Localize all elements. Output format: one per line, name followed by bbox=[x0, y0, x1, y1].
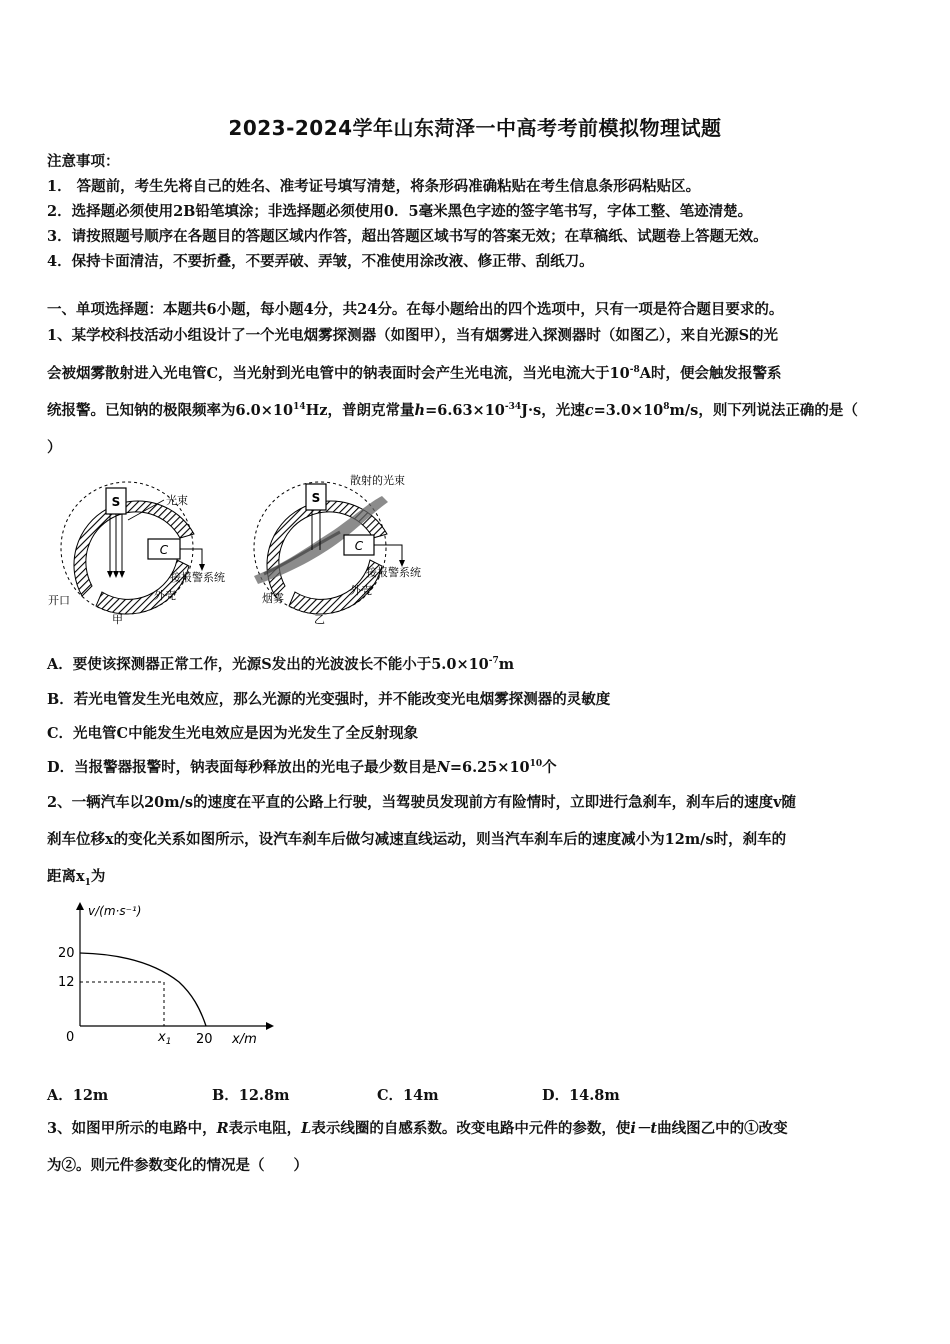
label-c: C bbox=[354, 539, 364, 553]
notice-item: 3．请按照题号顺序在各题目的答题区域内作答，超出答题区域书写的答案无效；在草稿纸、试题卷上答题无效。 bbox=[47, 228, 768, 245]
q1-stem-line: ） bbox=[47, 439, 62, 456]
q3-stem-line: 为②。则元件参数变化的情况是（ ） bbox=[47, 1157, 308, 1174]
label-shell: 外壳 bbox=[154, 589, 176, 602]
notice-item: 2．选择题必须使用2B铅笔填涂；非选择题必须使用0．5毫米黑色字迹的签字笔书写，字体工整、笔迹清楚。 bbox=[47, 203, 753, 220]
q2-option-b: B．12.8m bbox=[212, 1087, 290, 1104]
smoke-detector-figure bbox=[44, 468, 454, 630]
figure-yi bbox=[254, 473, 421, 626]
label-smoke: 烟雾 bbox=[262, 592, 284, 605]
v-x-curve bbox=[80, 953, 206, 1026]
q1-option-a: A．要使该探测器正常工作，光源S发出的光波波长不能小于$5.0\times 10^{-7}m$ bbox=[47, 656, 515, 673]
tick-label-x20: 20 bbox=[196, 1032, 213, 1047]
q2-stem-line: 距离$x_1$为 bbox=[47, 868, 106, 888]
q1-option-c: C．光电管C中能发生光电效应是因为光发生了全反射现象 bbox=[47, 725, 419, 742]
q1-stem-line: 统报警。已知钠的极限频率为$6.0\times 10^{14}Hz$，普朗克常量$h=6.63\times 10^{-34}J\cdot s$，光速$c=3.0\times 10^8m/s$，则下列说法正确的是（ bbox=[47, 402, 858, 419]
notice-item: 4．保持卡面清洁，不要折叠，不要弄破、弄皱，不准使用涂改液、修正带、刮纸刀。 bbox=[47, 253, 594, 270]
y-axis-label: v/(m·s⁻¹) bbox=[88, 904, 142, 918]
q2-option-c: C．14m bbox=[377, 1087, 439, 1104]
q1-option-d: D．当报警器报警时，钠表面每秒释放出的光电子最少数目是$N=6.25\times 10^{10}$个 bbox=[47, 759, 557, 776]
q1-stem-line: 会被烟雾散射进入光电管C，当光射到光电管中的钠表面时会产生光电流，当光电流大于$10^{-8}A$时，便会触发报警系 bbox=[47, 365, 782, 382]
q3-stem-line: 3、如图甲所示的电路中，R表示电阻，L表示线圈的自感系数。改变电路中元件的参数，使i－t曲线图乙中的①改变 bbox=[47, 1120, 788, 1137]
x-axis-label: x/m bbox=[232, 1032, 257, 1047]
caption-jia: 甲 bbox=[112, 613, 123, 626]
q2-option-d: D．14.8m bbox=[542, 1087, 620, 1104]
label-beam: 光束 bbox=[166, 494, 188, 507]
q2-stem-line: 2、一辆汽车以20m/s的速度在平直的公路上行驶，当驾驶员发现前方有险情时，立即进行急刹车，刹车后的速度v随 bbox=[47, 794, 796, 811]
caption-yi: 乙 bbox=[314, 613, 325, 626]
beam-arrows bbox=[107, 571, 125, 578]
q1-stem-line: 1、某学校科技活动小组设计了一个光电烟雾探测器（如图甲），当有烟雾进入探测器时（如图乙），来自光源S的光 bbox=[47, 327, 779, 344]
notice-item: 1． 答题前，考生先将自己的姓名、准考证号填写清楚，将条形码准确粘贴在考生信息条形码粘贴区。 bbox=[47, 178, 701, 195]
page-title: 2023-2024学年山东菏泽一中高考考前模拟物理试题 bbox=[228, 116, 722, 140]
x-axis-arrow bbox=[266, 1022, 274, 1030]
v-x-graph bbox=[44, 896, 284, 1056]
origin-label: 0 bbox=[66, 1030, 75, 1045]
label-c: C bbox=[159, 543, 169, 557]
q1-option-b: B．若光电管发生光电效应，那么光源的光变强时，并不能改变光电烟雾探测器的灵敏度 bbox=[47, 691, 611, 708]
tick-label-x1: $x_1$ bbox=[158, 1030, 172, 1047]
label-shell: 外壳 bbox=[350, 584, 372, 597]
label-s: S bbox=[111, 495, 121, 509]
label-alarm: 接报警系统 bbox=[170, 571, 225, 584]
figure-jia bbox=[48, 482, 225, 626]
tick-label-20: 20 bbox=[58, 946, 75, 961]
notice-heading: 注意事项： bbox=[47, 153, 120, 170]
label-opening: 开口 bbox=[48, 594, 70, 607]
label-alarm: 接报警系统 bbox=[366, 566, 421, 579]
section-heading: 一、单项选择题：本题共6小题，每小题4分，共24分。在每小题给出的四个选项中，只有一项是符合题目要求的。 bbox=[47, 301, 784, 318]
tick-label-12: 12 bbox=[58, 975, 75, 990]
q2-stem-line: 刹车位移x的变化关系如图所示，设汽车刹车后做匀减速直线运动，则当汽车刹车后的速度减小为12m/s时，刹车的 bbox=[47, 831, 787, 848]
label-scatter: 散射的光束 bbox=[350, 474, 405, 487]
q2-option-a: A．12m bbox=[47, 1087, 109, 1104]
label-s: S bbox=[311, 491, 321, 505]
y-axis-arrow bbox=[76, 902, 84, 910]
